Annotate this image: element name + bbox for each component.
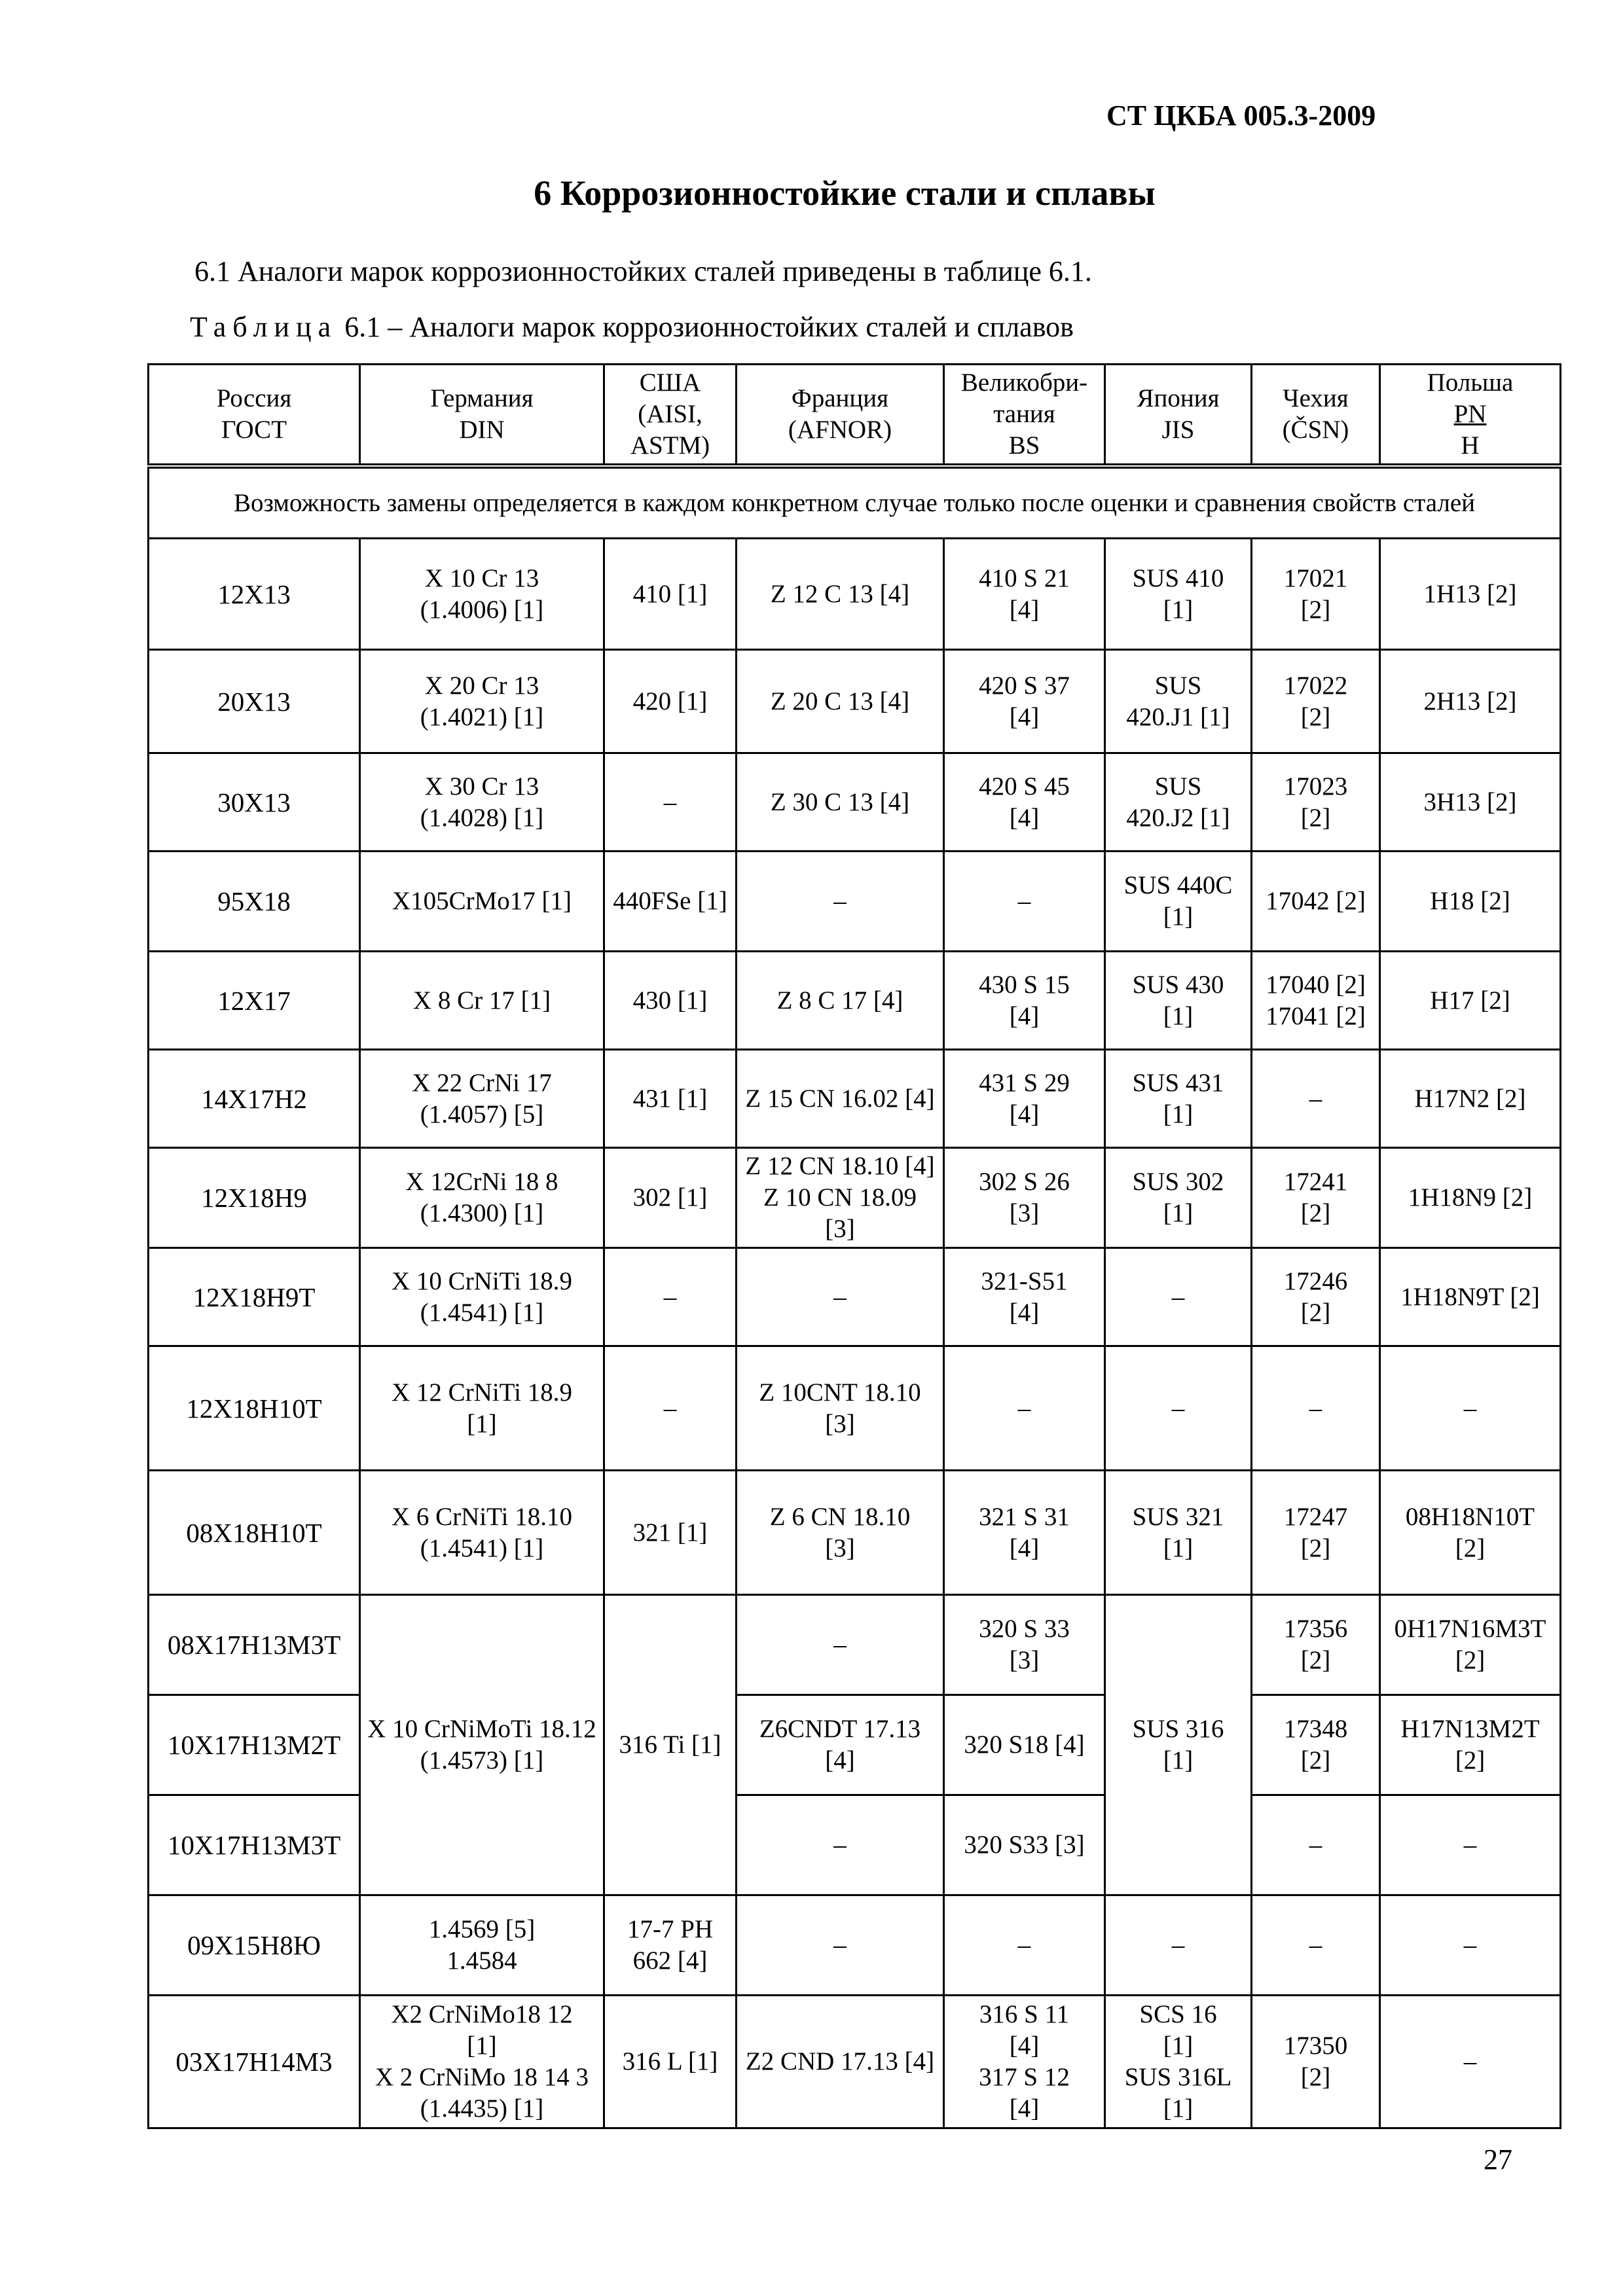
table-row bbox=[149, 952, 1561, 1050]
csn-cell: – bbox=[1252, 1795, 1380, 1895]
csn-cell: – bbox=[1252, 1050, 1380, 1148]
bs-cell: 320 S 33 [3] bbox=[944, 1595, 1105, 1695]
csn-cell: 17022 [2] bbox=[1252, 650, 1380, 753]
jis-cell: SUS 431 [1] bbox=[1105, 1050, 1252, 1148]
table-body bbox=[149, 466, 1561, 2128]
csn-cell: 17042 [2] bbox=[1252, 852, 1380, 952]
steel-analogs-table bbox=[147, 363, 1561, 2129]
table-row bbox=[149, 539, 1561, 650]
col-header-france: Франция (AFNOR) bbox=[737, 365, 944, 467]
jis-cell: SUS 410 [1] bbox=[1105, 539, 1252, 650]
col-header-japan: Япония JIS bbox=[1105, 365, 1252, 467]
din-cell: X2 CrNiMo18 12 [1] X 2 CrNiMo 18 14 3 (1.4435) [1] bbox=[360, 1996, 604, 2128]
usa-cell: – bbox=[604, 753, 737, 852]
note-cell: Возможность замены определяется в каждом конкретном случае только после оценки и сравнения свойств сталей bbox=[149, 466, 1561, 539]
note-row bbox=[149, 466, 1561, 539]
jis-cell: SUS 316 [1] bbox=[1105, 1595, 1252, 1895]
table-row bbox=[149, 1996, 1561, 2128]
col-header-poland bbox=[1380, 365, 1561, 467]
caption-label: Таблица bbox=[190, 311, 338, 343]
din-cell: X105CrMo17 [1] bbox=[360, 852, 604, 952]
bs-cell: – bbox=[944, 1346, 1105, 1471]
pn-cell: – bbox=[1380, 1346, 1561, 1471]
csn-cell: 17040 [2] 17041 [2] bbox=[1252, 952, 1380, 1050]
col-header-russia: Россия ГОСТ bbox=[149, 365, 360, 467]
table-row bbox=[149, 1471, 1561, 1595]
usa-cell: 316 L [1] bbox=[604, 1996, 737, 2128]
csn-cell: 17021 [2] bbox=[1252, 539, 1380, 650]
gost-grade-cell: 95X18 bbox=[149, 852, 360, 952]
col-header-czech: Чехия (ČSN) bbox=[1252, 365, 1380, 467]
csn-cell: 17348 [2] bbox=[1252, 1695, 1380, 1795]
bs-cell: 420 S 37 [4] bbox=[944, 650, 1105, 753]
table-row bbox=[149, 852, 1561, 952]
usa-cell: 440FSe [1] bbox=[604, 852, 737, 952]
table-row bbox=[149, 1346, 1561, 1471]
jis-cell: SCS 16 [1] SUS 316L [1] bbox=[1105, 1996, 1252, 2128]
jis-cell: SUS 420.J1 [1] bbox=[1105, 650, 1252, 753]
pn-cell: – bbox=[1380, 1795, 1561, 1895]
pn-cell: 1H18N9T [2] bbox=[1380, 1248, 1561, 1346]
pn-cell: 1H18N9 [2] bbox=[1380, 1148, 1561, 1248]
afnor-cell: Z 12 CN 18.10 [4] Z 10 CN 18.09 [3] bbox=[737, 1148, 944, 1248]
afnor-cell: Z 8 C 17 [4] bbox=[737, 952, 944, 1050]
usa-cell: 321 [1] bbox=[604, 1471, 737, 1595]
poland-standard-suffix: H bbox=[1461, 431, 1480, 459]
gost-grade-cell: 12X18H9 bbox=[149, 1148, 360, 1248]
bs-cell: 320 S33 [3] bbox=[944, 1795, 1105, 1895]
col-header-usa: США (AISI, ASTM) bbox=[604, 365, 737, 467]
gost-grade-cell: 12X13 bbox=[149, 539, 360, 650]
gost-grade-cell: 10X17H13M3T bbox=[149, 1795, 360, 1895]
gost-grade-cell: 12X18H9T bbox=[149, 1248, 360, 1346]
bs-cell: 321 S 31 [4] bbox=[944, 1471, 1105, 1595]
afnor-cell: Z 15 CN 16.02 [4] bbox=[737, 1050, 944, 1148]
pn-cell: 1H13 [2] bbox=[1380, 539, 1561, 650]
pn-cell: H17N13M2T [2] bbox=[1380, 1695, 1561, 1795]
csn-cell: 17241 [2] bbox=[1252, 1148, 1380, 1248]
afnor-cell: Z6CNDT 17.13 [4] bbox=[737, 1695, 944, 1795]
usa-cell: 302 [1] bbox=[604, 1148, 737, 1248]
bs-cell: 302 S 26 [3] bbox=[944, 1148, 1105, 1248]
poland-country: Польша bbox=[1427, 368, 1514, 397]
din-cell: 1.4569 [5] 1.4584 bbox=[360, 1895, 604, 1996]
table-row bbox=[149, 1148, 1561, 1248]
gost-grade-cell: 20X13 bbox=[149, 650, 360, 753]
usa-cell: 430 [1] bbox=[604, 952, 737, 1050]
csn-cell: 17350 [2] bbox=[1252, 1996, 1380, 2128]
pn-cell: H17 [2] bbox=[1380, 952, 1561, 1050]
din-cell: X 10 CrNiTi 18.9 (1.4541) [1] bbox=[360, 1248, 604, 1346]
csn-cell: – bbox=[1252, 1895, 1380, 1996]
table-caption bbox=[190, 308, 1532, 347]
csn-cell: 17023 [2] bbox=[1252, 753, 1380, 852]
bs-cell: 321-S51 [4] bbox=[944, 1248, 1105, 1346]
bs-cell: 431 S 29 [4] bbox=[944, 1050, 1105, 1148]
table-row bbox=[149, 650, 1561, 753]
jis-cell: – bbox=[1105, 1346, 1252, 1471]
gost-grade-cell: 12X18H10T bbox=[149, 1346, 360, 1471]
afnor-cell: – bbox=[737, 1795, 944, 1895]
bs-cell: 316 S 11 [4] 317 S 12 [4] bbox=[944, 1996, 1105, 2128]
gost-grade-cell: 14X17H2 bbox=[149, 1050, 360, 1148]
usa-cell: – bbox=[604, 1248, 737, 1346]
jis-cell: SUS 302 [1] bbox=[1105, 1148, 1252, 1248]
afnor-cell: – bbox=[737, 1595, 944, 1695]
din-cell: X 20 Cr 13 (1.4021) [1] bbox=[360, 650, 604, 753]
bs-cell: – bbox=[944, 1895, 1105, 1996]
section-title: 6 Коррозионностойкие стали и сплавы bbox=[534, 173, 1156, 213]
csn-cell: 17246 [2] bbox=[1252, 1248, 1380, 1346]
afnor-cell: Z 30 C 13 [4] bbox=[737, 753, 944, 852]
gost-grade-cell: 08X18H10T bbox=[149, 1471, 360, 1595]
jis-cell: SUS 440C [1] bbox=[1105, 852, 1252, 952]
pn-cell: – bbox=[1380, 1996, 1561, 2128]
jis-cell: – bbox=[1105, 1895, 1252, 1996]
pn-cell: 3H13 [2] bbox=[1380, 753, 1561, 852]
din-cell: X 10 CrNiMoTi 18.12 (1.4573) [1] bbox=[360, 1595, 604, 1895]
gost-grade-cell: 03X17H14M3 bbox=[149, 1996, 360, 2128]
afnor-cell: Z 20 C 13 [4] bbox=[737, 650, 944, 753]
bs-cell: 410 S 21 [4] bbox=[944, 539, 1105, 650]
gost-grade-cell: 09X15H8Ю bbox=[149, 1895, 360, 1996]
col-header-uk: Великобри- тания BS bbox=[944, 365, 1105, 467]
caption-text: 6.1 – Аналоги марок коррозионностойких сталей и сплавов bbox=[337, 311, 1074, 343]
afnor-cell: – bbox=[737, 852, 944, 952]
jis-cell: SUS 420.J2 [1] bbox=[1105, 753, 1252, 852]
csn-cell: 17247 [2] bbox=[1252, 1471, 1380, 1595]
bs-cell: 430 S 15 [4] bbox=[944, 952, 1105, 1050]
table-row bbox=[149, 1050, 1561, 1148]
bs-cell: 320 S18 [4] bbox=[944, 1695, 1105, 1795]
din-cell: X 10 Cr 13 (1.4006) [1] bbox=[360, 539, 604, 650]
afnor-cell: Z 6 CN 18.10 [3] bbox=[737, 1471, 944, 1595]
din-cell: X 12CrNi 18 8 (1.4300) [1] bbox=[360, 1148, 604, 1248]
pn-cell: 2H13 [2] bbox=[1380, 650, 1561, 753]
csn-cell: 17356 [2] bbox=[1252, 1595, 1380, 1695]
pn-cell: H17N2 [2] bbox=[1380, 1050, 1561, 1148]
table-header-row bbox=[149, 365, 1561, 467]
document-code: СТ ЦКБА 005.3-2009 bbox=[1106, 99, 1376, 132]
csn-cell: – bbox=[1252, 1346, 1380, 1471]
pn-cell: – bbox=[1380, 1895, 1561, 1996]
usa-cell: 316 Ti [1] bbox=[604, 1595, 737, 1895]
poland-standard: PN bbox=[1453, 400, 1487, 428]
pn-cell: 0H17N16M3T [2] bbox=[1380, 1595, 1561, 1695]
usa-cell: 420 [1] bbox=[604, 650, 737, 753]
afnor-cell: Z2 CND 17.13 [4] bbox=[737, 1996, 944, 2128]
jis-cell: – bbox=[1105, 1248, 1252, 1346]
din-cell: X 12 CrNiTi 18.9 [1] bbox=[360, 1346, 604, 1471]
col-header-germany: Германия DIN bbox=[360, 365, 604, 467]
afnor-cell: Z 10CNT 18.10 [3] bbox=[737, 1346, 944, 1471]
table-row bbox=[149, 1248, 1561, 1346]
din-cell: X 6 CrNiTi 18.10 (1.4541) [1] bbox=[360, 1471, 604, 1595]
usa-cell: – bbox=[604, 1346, 737, 1471]
afnor-cell: Z 12 C 13 [4] bbox=[737, 539, 944, 650]
gost-grade-cell: 08X17H13M3T bbox=[149, 1595, 360, 1695]
gost-grade-cell: 12X17 bbox=[149, 952, 360, 1050]
din-cell: X 30 Cr 13 (1.4028) [1] bbox=[360, 753, 604, 852]
jis-cell: SUS 321 [1] bbox=[1105, 1471, 1252, 1595]
page-number: 27 bbox=[1484, 2144, 1512, 2176]
afnor-cell: – bbox=[737, 1248, 944, 1346]
usa-cell: 431 [1] bbox=[604, 1050, 737, 1148]
usa-cell: 410 [1] bbox=[604, 539, 737, 650]
gost-grade-cell: 10X17H13M2T bbox=[149, 1695, 360, 1795]
table-row bbox=[149, 753, 1561, 852]
afnor-cell: – bbox=[737, 1895, 944, 1996]
table-row bbox=[149, 1595, 1561, 1695]
bs-cell: 420 S 45 [4] bbox=[944, 753, 1105, 852]
din-cell: X 22 CrNi 17 (1.4057) [5] bbox=[360, 1050, 604, 1148]
gost-grade-cell: 30X13 bbox=[149, 753, 360, 852]
pn-cell: H18 [2] bbox=[1380, 852, 1561, 952]
jis-cell: SUS 430 [1] bbox=[1105, 952, 1252, 1050]
pn-cell: 08H18N10T [2] bbox=[1380, 1471, 1561, 1595]
usa-cell: 17-7 PH 662 [4] bbox=[604, 1895, 737, 1996]
intro-paragraph: 6.1 Аналоги марок коррозионностойких сталей приведены в таблице 6.1. bbox=[194, 255, 1092, 287]
din-cell: X 8 Cr 17 [1] bbox=[360, 952, 604, 1050]
bs-cell: – bbox=[944, 852, 1105, 952]
table-row bbox=[149, 1895, 1561, 1996]
